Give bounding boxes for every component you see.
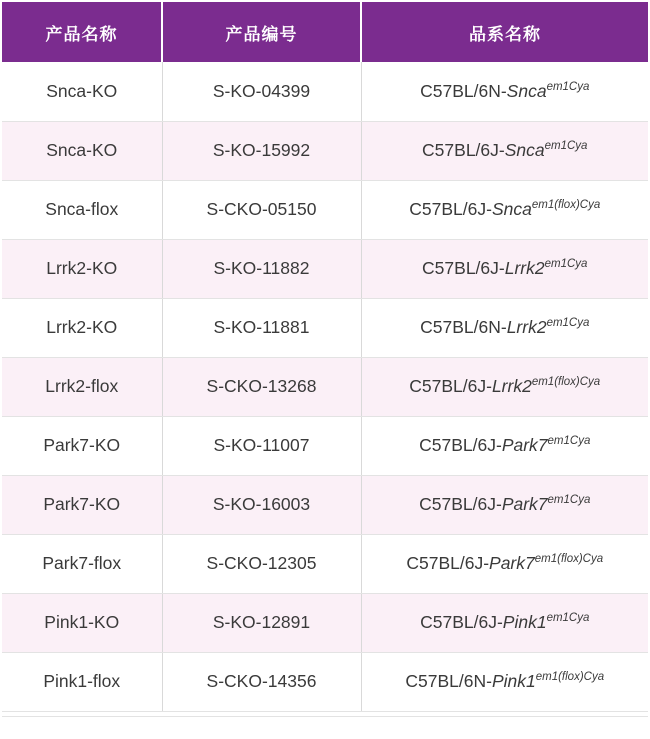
product-code-cell: S-KO-11007: [162, 416, 361, 475]
table-row: [2, 62, 648, 121]
table-row: [2, 652, 648, 711]
gene-symbol: Lrrk2: [491, 376, 532, 396]
allele-superscript: em1Cya: [546, 317, 590, 329]
product-name-cell: Snca-flox: [2, 180, 162, 239]
gene-symbol: Park7: [501, 494, 548, 514]
table-row: [2, 298, 648, 357]
strain-name-cell: [361, 121, 648, 180]
strain-name-cell: [361, 62, 648, 121]
allele-superscript: em1(flox)Cya: [531, 199, 601, 211]
product-code-cell: S-CKO-05150: [162, 180, 361, 239]
allele-superscript: em1(flox)Cya: [534, 553, 604, 565]
product-name-cell: Pink1-flox: [2, 652, 162, 711]
table-header-row: [2, 2, 648, 62]
strain-name-cell: [361, 475, 648, 534]
strain-name-cell: [361, 416, 648, 475]
strain-prefix: C57BL/6J-: [406, 553, 490, 573]
product-name-cell: Snca-KO: [2, 62, 162, 121]
header-product-code: 产品编号: [162, 2, 361, 62]
product-name-cell: Snca-KO: [2, 121, 162, 180]
strain-name-cell: [361, 534, 648, 593]
gene-symbol: Pink1: [502, 612, 547, 632]
product-name-cell: Lrrk2-flox: [2, 357, 162, 416]
strain-prefix: C57BL/6J-: [422, 140, 505, 160]
strain-name-cell: [361, 239, 648, 298]
table-row: [2, 475, 648, 534]
strain-prefix: C57BL/6J-: [409, 376, 492, 396]
gene-symbol: Snca: [491, 199, 532, 219]
table-row: [2, 121, 648, 180]
strain-prefix: C57BL/6N-: [405, 671, 492, 691]
table-row: [2, 180, 648, 239]
allele-superscript: em1(flox)Cya: [531, 376, 601, 388]
allele-superscript: em1Cya: [544, 258, 588, 270]
product-code-cell: S-CKO-12305: [162, 534, 361, 593]
strain-prefix: C57BL/6N-: [420, 317, 507, 337]
table-row: [2, 416, 648, 475]
mouse-strain-product-table: [2, 2, 648, 712]
product-code-cell: S-KO-16003: [162, 475, 361, 534]
strain-prefix: C57BL/6J-: [422, 258, 505, 278]
product-code-cell: S-KO-15992: [162, 121, 361, 180]
allele-superscript: em1(flox)Cya: [535, 671, 605, 683]
gene-symbol: Park7: [501, 435, 548, 455]
allele-superscript: em1Cya: [546, 80, 590, 93]
header-strain-name: 品系名称: [361, 2, 648, 62]
gene-symbol: Pink1: [491, 671, 536, 691]
allele-superscript: em1Cya: [547, 435, 591, 447]
product-name-cell: Lrrk2-KO: [2, 298, 162, 357]
strain-prefix: C57BL/6N-: [420, 80, 507, 101]
gene-symbol: Lrrk2: [504, 258, 545, 278]
gene-symbol: Snca: [504, 140, 545, 160]
header-product-name: 产品名称: [2, 2, 162, 62]
strain-prefix: C57BL/6J-: [419, 435, 502, 455]
strain-name-cell: [361, 357, 648, 416]
product-name-cell: Lrrk2-KO: [2, 239, 162, 298]
gene-symbol: Snca: [506, 80, 547, 101]
allele-superscript: em1Cya: [547, 494, 591, 506]
product-name-cell: Park7-KO: [2, 416, 162, 475]
product-table-container: [2, 2, 648, 712]
product-code-cell: S-CKO-14356: [162, 652, 361, 711]
table-row: [2, 239, 648, 298]
allele-superscript: em1Cya: [546, 612, 590, 624]
table-body: [2, 62, 648, 711]
strain-prefix: C57BL/6J-: [409, 199, 492, 219]
table-row: [2, 357, 648, 416]
product-name-cell: Pink1-KO: [2, 593, 162, 652]
strain-prefix: C57BL/6J-: [420, 612, 503, 632]
strain-name-cell: [361, 180, 648, 239]
product-code-cell: S-KO-12891: [162, 593, 361, 652]
product-name-cell: Park7-flox: [2, 534, 162, 593]
table-row: [2, 593, 648, 652]
product-name-cell: Park7-KO: [2, 475, 162, 534]
strain-name-cell: [361, 593, 648, 652]
gene-symbol: Park7: [489, 553, 535, 573]
product-code-cell: S-KO-11882: [162, 239, 361, 298]
allele-superscript: em1Cya: [544, 140, 588, 152]
product-code-cell: S-KO-11881: [162, 298, 361, 357]
product-code-cell: S-CKO-13268: [162, 357, 361, 416]
gene-symbol: Lrrk2: [506, 317, 547, 337]
table-bottom-border: [2, 716, 648, 717]
strain-prefix: C57BL/6J-: [419, 494, 502, 514]
strain-name-cell: [361, 652, 648, 711]
strain-name-cell: [361, 298, 648, 357]
product-code-cell: S-KO-04399: [162, 62, 361, 121]
table-row: [2, 534, 648, 593]
